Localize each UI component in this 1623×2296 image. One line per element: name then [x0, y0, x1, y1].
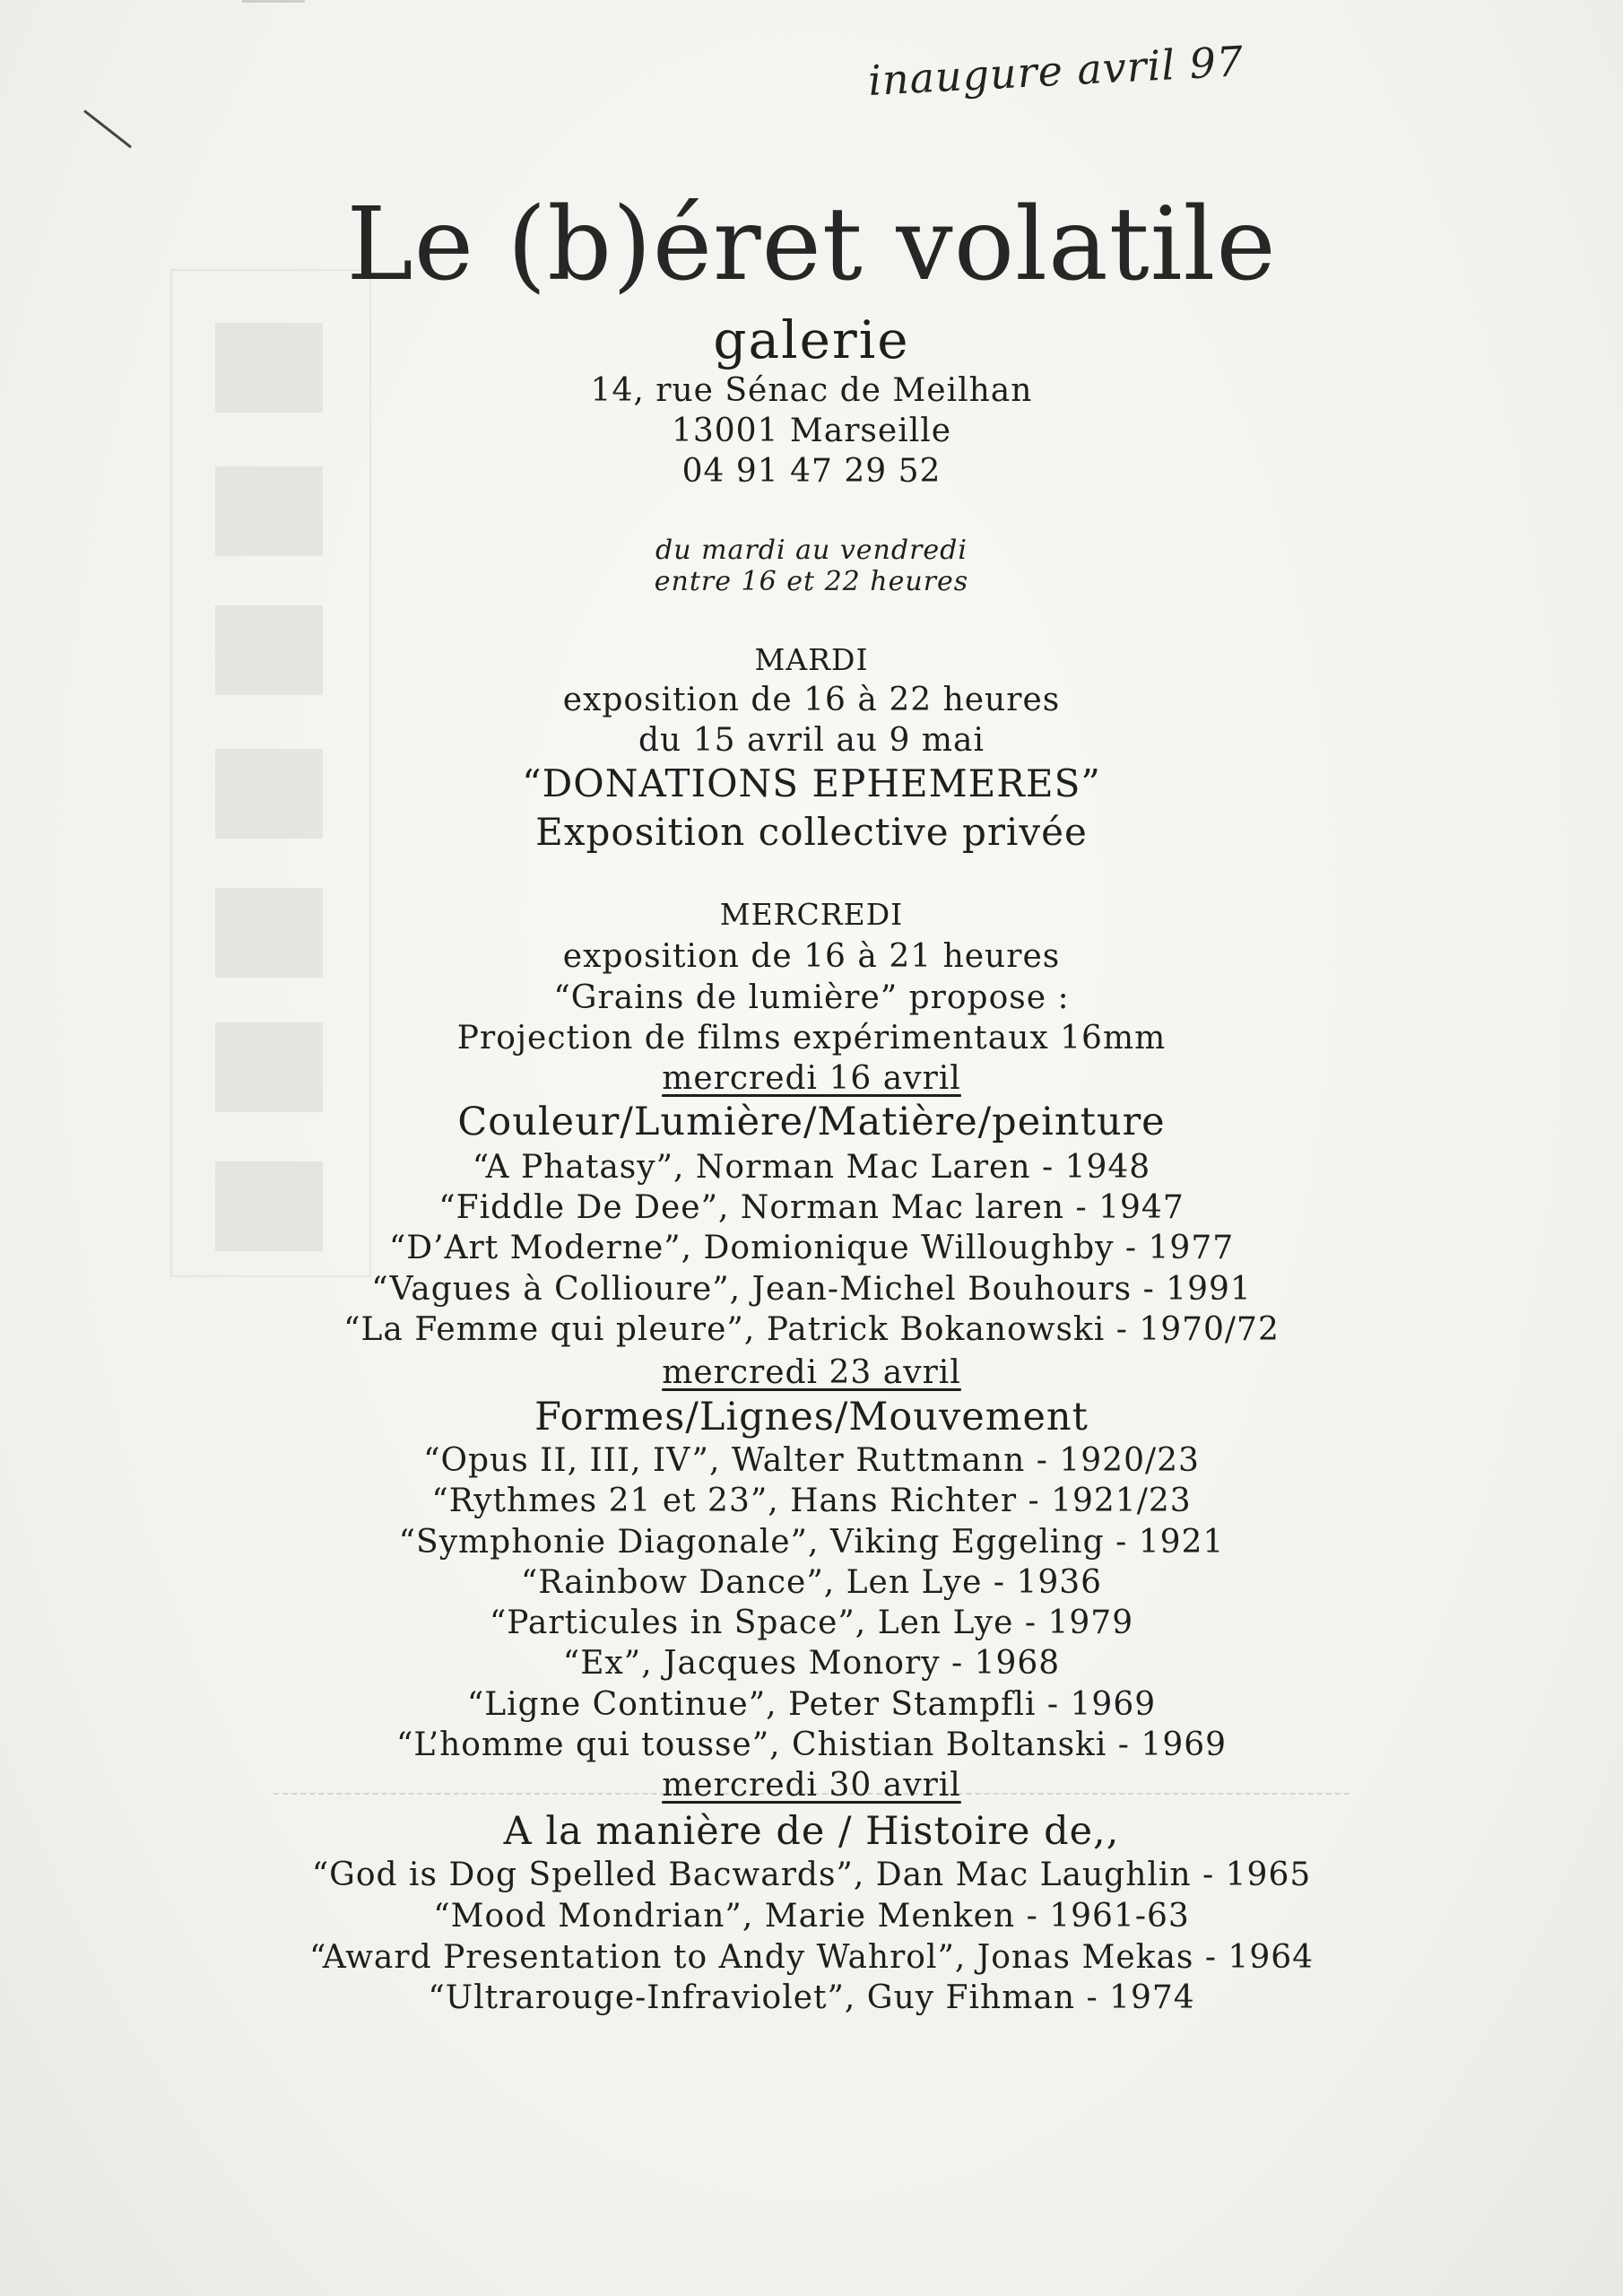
day-heading-mardi: MARDI — [754, 642, 869, 677]
film-entry: “Rythmes 21 et 23”, Hans Richter - 1921/23 — [431, 1483, 1192, 1519]
mardi-exhibition-title: “DONATIONS EPHEMERES” — [522, 761, 1101, 805]
program-date: mercredi 16 avril — [662, 1060, 961, 1097]
film-entry: “Vagues à Collioure”, Jean-Michel Bouhours - 1991 — [371, 1271, 1252, 1308]
edge-mark — [242, 0, 305, 3]
film-entry: “Symphonie Diagonale”, Viking Eggeling - 1921 — [398, 1524, 1225, 1561]
gallery-title: Le (b)éret volatile — [346, 187, 1277, 303]
address-city: 13001 Marseille — [671, 413, 952, 449]
film-entry: “Rainbow Dance”, Len Lye - 1936 — [520, 1564, 1103, 1601]
film-entry: “La Femme qui pleure”, Patrick Bokanowski - 1970/72 — [343, 1311, 1280, 1348]
handwritten-note: inaugure avril 97 — [866, 37, 1245, 105]
opening-days: du mardi au vendredi — [655, 535, 968, 566]
opening-hours: entre 16 et 22 heures — [654, 566, 969, 597]
program-date: mercredi 30 avril — [662, 1767, 961, 1804]
film-entry: “Particules in Space”, Len Lye - 1979 — [489, 1605, 1134, 1641]
pen-mark — [83, 109, 132, 148]
address-street: 14, rue Sénac de Meilhan — [590, 372, 1033, 409]
day-heading-mercredi: MERCREDI — [719, 897, 904, 932]
film-entry: “Ligne Continue”, Peter Stampfli - 1969 — [466, 1686, 1157, 1723]
program-theme: Couleur/Lumière/Matière/peinture — [457, 1100, 1166, 1144]
mardi-line: du 15 avril au 9 mai — [638, 722, 985, 759]
film-entry: “Opus II, III, IV”, Walter Ruttmann - 1920/23 — [423, 1442, 1200, 1479]
mardi-exhibition-type: Exposition collective privée — [535, 810, 1088, 854]
program-theme: A la manière de / Histoire de,, — [503, 1809, 1120, 1854]
mercredi-line: Projection de films expérimentaux 16mm — [456, 1020, 1167, 1057]
mercredi-line: exposition de 16 à 21 heures — [562, 938, 1061, 975]
mardi-line: exposition de 16 à 22 heures — [562, 682, 1061, 718]
film-entry: “Mood Mondrian”, Marie Menken - 1961-63 — [433, 1898, 1190, 1935]
program-date: mercredi 23 avril — [662, 1354, 961, 1391]
film-entry: “Award Presentation to Andy Wahrol”, Jonas Mekas - 1964 — [308, 1939, 1315, 1976]
film-entry: “D’Art Moderne”, Domionique Willoughby - 1977 — [388, 1230, 1235, 1266]
film-entry: “God is Dog Spelled Bacwards”, Dan Mac Laughlin - 1965 — [311, 1857, 1312, 1893]
film-entry: “L’homme qui tousse”, Chistian Boltanski - 1969 — [395, 1726, 1228, 1763]
gallery-subtitle: galerie — [713, 309, 910, 370]
film-entry: “Ex”, Jacques Monory - 1968 — [562, 1645, 1061, 1682]
mercredi-line: “Grains de lumière” propose : — [553, 979, 1070, 1016]
address-phone: 04 91 47 29 52 — [681, 453, 942, 490]
film-entry: “Fiddle De Dee”, Norman Mac laren - 1947 — [438, 1189, 1185, 1226]
film-entry: “Ultrarouge-Infraviolet”, Guy Fihman - 1974 — [428, 1979, 1195, 2016]
program-theme: Formes/Lignes/Mouvement — [534, 1395, 1089, 1439]
film-entry: “A Phatasy”, Norman Mac Laren - 1948 — [472, 1149, 1151, 1186]
